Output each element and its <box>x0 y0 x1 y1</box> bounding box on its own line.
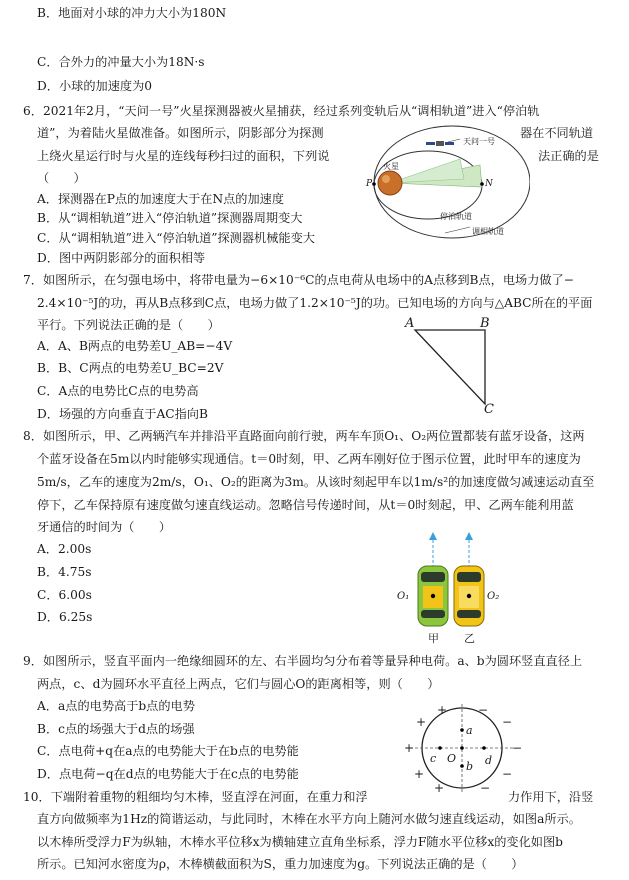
q6-option-c[interactable]: C．从“调相轨道”进入“停泊轨道”探测器机械能变大 <box>37 231 315 245</box>
q5-option-d[interactable]: D．小球的加速度为0 <box>37 79 153 93</box>
q7-option-a[interactable]: A．A、B两点的电势差U_AB=−4V <box>37 339 233 353</box>
mars-orbit-figure <box>360 125 530 243</box>
q7-stem-line3: 平行。下列说法正确的是（ ） <box>37 318 220 332</box>
q6-option-b[interactable]: B．从“调相轨道”进入“停泊轨道”探测器周期变大 <box>37 211 303 225</box>
q7-stem-line1: 7．如图所示，在匀强电场中，将带电量为−6×10⁻⁶C的点电荷从电场中的A点移到B点，电场力做了− <box>23 273 574 287</box>
vertex-a-label: A <box>405 316 415 331</box>
car-yi-label: 乙 <box>464 632 475 645</box>
q6-stem-line2b: 器在不同轨道 <box>520 126 594 140</box>
q7-option-b[interactable]: B．B、C两点的电势差U_BC=2V <box>37 361 224 375</box>
q9-option-c[interactable]: C．点电荷+q在a点的电势能大于在b点的电势能 <box>37 744 299 758</box>
q5-option-c[interactable]: C．合外力的冲量大小为18N·s <box>37 55 205 69</box>
point-c <box>438 746 442 750</box>
q7-stem-line2: 2.4×10⁻⁵J的功，再从B点移到C点，电场力做了1.2×10⁻⁵J的功。已知电场的方向与△ABC所在的平面 <box>37 296 593 310</box>
o1-label: O₁ <box>397 591 410 602</box>
q8-option-a[interactable]: A．2.00s <box>37 542 92 556</box>
car1-arrow-icon <box>429 532 437 540</box>
q6-stem-line3b: 法正确的是 <box>538 149 599 163</box>
point-d <box>482 746 486 750</box>
charge-minus-4: − <box>502 767 513 781</box>
triangle-abc <box>415 330 485 404</box>
charge-plus-2: + <box>416 715 427 729</box>
q7-option-d[interactable]: D．场强的方向垂直于AC指向B <box>37 407 208 421</box>
vertex-b-label: B <box>480 316 490 331</box>
point-a <box>460 728 464 732</box>
charge-plus-4: + <box>414 767 425 781</box>
q9-option-d[interactable]: D．点电荷−q在d点的电势能大于在c点的电势能 <box>37 767 299 781</box>
vertex-c-label: C <box>484 402 494 417</box>
q7-option-c[interactable]: C．A点的电势比C点的电势高 <box>37 384 199 398</box>
q10-stem-line4: 所示。已知河水密度为ρ，木棒横截面积为S，重力加速度为g。下列说法正确的是（ ） <box>37 857 524 871</box>
q6-stem-line1: 6．2021年2月，“天问一号”火星探测器被火星捕获，经过系列变轨后从“调相轨道”进入“停泊轨 <box>23 104 540 118</box>
charge-plus-3: + <box>404 741 415 755</box>
q8-option-c[interactable]: C．6.00s <box>37 588 92 602</box>
probe-label: 天问一号 <box>463 137 495 146</box>
q10-stem-line1a: 10．下端附着重物的粗细均匀木棒，竖直浮在河面，在重力和浮 <box>23 790 368 804</box>
point-n <box>480 182 484 186</box>
charge-minus-5: − <box>480 781 491 795</box>
point-b-label: b <box>466 760 474 773</box>
point-p-label: P <box>366 179 373 189</box>
point-d-label: d <box>485 754 493 767</box>
charge-minus-1: − <box>478 703 489 717</box>
center-o-label: O <box>447 752 457 765</box>
mars-planet <box>378 171 402 195</box>
q9-option-b[interactable]: B．c点的场强大于d点的场强 <box>37 722 195 736</box>
mars-highlight <box>382 175 390 183</box>
point-b <box>460 764 464 768</box>
charge-plus-5: + <box>434 781 445 795</box>
q6-option-d[interactable]: D．图中两阴影部分的面积相等 <box>37 251 206 265</box>
point-a-label: a <box>466 724 473 737</box>
q10-stem-line1b: 力作用下，沿竖 <box>508 790 594 804</box>
q8-stem-line2: 个蓝牙设备在5m以内时能够实现通信。t＝0时刻，甲、乙两车刚好位于图示位置，此时甲车的速度为 <box>37 452 581 466</box>
q6-stem-line3a: 上绕火星运行时与火星的连线每秒扫过的面积，下列说 <box>37 149 330 163</box>
q8-stem-line3: 5m/s，乙车的速度为2m/s，O₁、O₂的距离为3m。从该时刻起甲车以1m/s²的加速度做匀减速运动直至 <box>37 475 595 489</box>
charge-plus-1: + <box>437 703 448 717</box>
q8-option-d[interactable]: D．6.25s <box>37 610 93 624</box>
q9-stem-line2: 两点，c、d为圆环水平直径上两点，它们与圆心O的距离相等，则（ ） <box>37 677 440 691</box>
car2-arrow-icon <box>465 532 473 540</box>
charge-minus-3: − <box>512 741 523 755</box>
q8-option-b[interactable]: B．4.75s <box>37 565 92 579</box>
q9-stem-line1: 9．如图所示，竖直平面内一绝缘细圆环的左、右半圆均匀分布着等量异种电荷。a、b为圆环竖直直径上 <box>23 654 583 668</box>
parking-orbit-label: 停泊轨道 <box>440 212 472 221</box>
point-n-label: N <box>485 179 493 189</box>
orbit-leader-line <box>445 227 470 233</box>
q10-stem-line3: 以木棒所受浮力F为纵轴，木棒水平位移x为横轴建立直角坐标系，浮力F随水平位移x的变化如图b <box>37 835 563 849</box>
cars-figure <box>408 532 508 636</box>
q6-stem-line2a: 道”，为着陆火星做准备。如图所示，阴影部分为探测 <box>37 126 324 140</box>
mars-label: 火星 <box>383 162 399 171</box>
probe-leader-line <box>448 139 460 142</box>
center-o-point <box>460 746 464 750</box>
point-p <box>372 182 376 186</box>
charge-minus-2: − <box>502 715 513 729</box>
phase-orbit-label: 调相轨道 <box>472 227 504 236</box>
o1-point <box>431 594 435 598</box>
q8-stem-line4: 停下，乙车保持原有速度做匀速直线运动。忽略信号传递时间，从t＝0时刻起，甲、乙两车能利用蓝 <box>37 498 574 512</box>
o2-label: O₂ <box>487 591 500 602</box>
o2-point <box>467 594 471 598</box>
q9-option-a[interactable]: A．a点的电势高于b点的电势 <box>37 699 195 713</box>
q6-option-a[interactable]: A．探测器在P点的加速度大于在N点的加速度 <box>37 192 285 206</box>
car-jia-label: 甲 <box>428 632 439 645</box>
q8-stem-line5: 牙通信的时间为（ ） <box>37 520 172 534</box>
point-c-label: c <box>430 752 437 765</box>
q8-stem-line1: 8．如图所示，甲、乙两辆汽车并排沿平直路面向前行驶，两车车顶O₁、O₂两位置都装有蓝牙设备，这两 <box>23 429 585 443</box>
q5-option-b[interactable]: B．地面对小球的冲力大小为180N <box>37 6 227 20</box>
q6-answer-paren: （ ） <box>37 171 86 185</box>
q10-stem-line2: 直方向做频率为1Hz的简谐运动，与此同时，木棒在水平方向上随河水做匀速直线运动，如图a所示。 <box>37 812 581 826</box>
